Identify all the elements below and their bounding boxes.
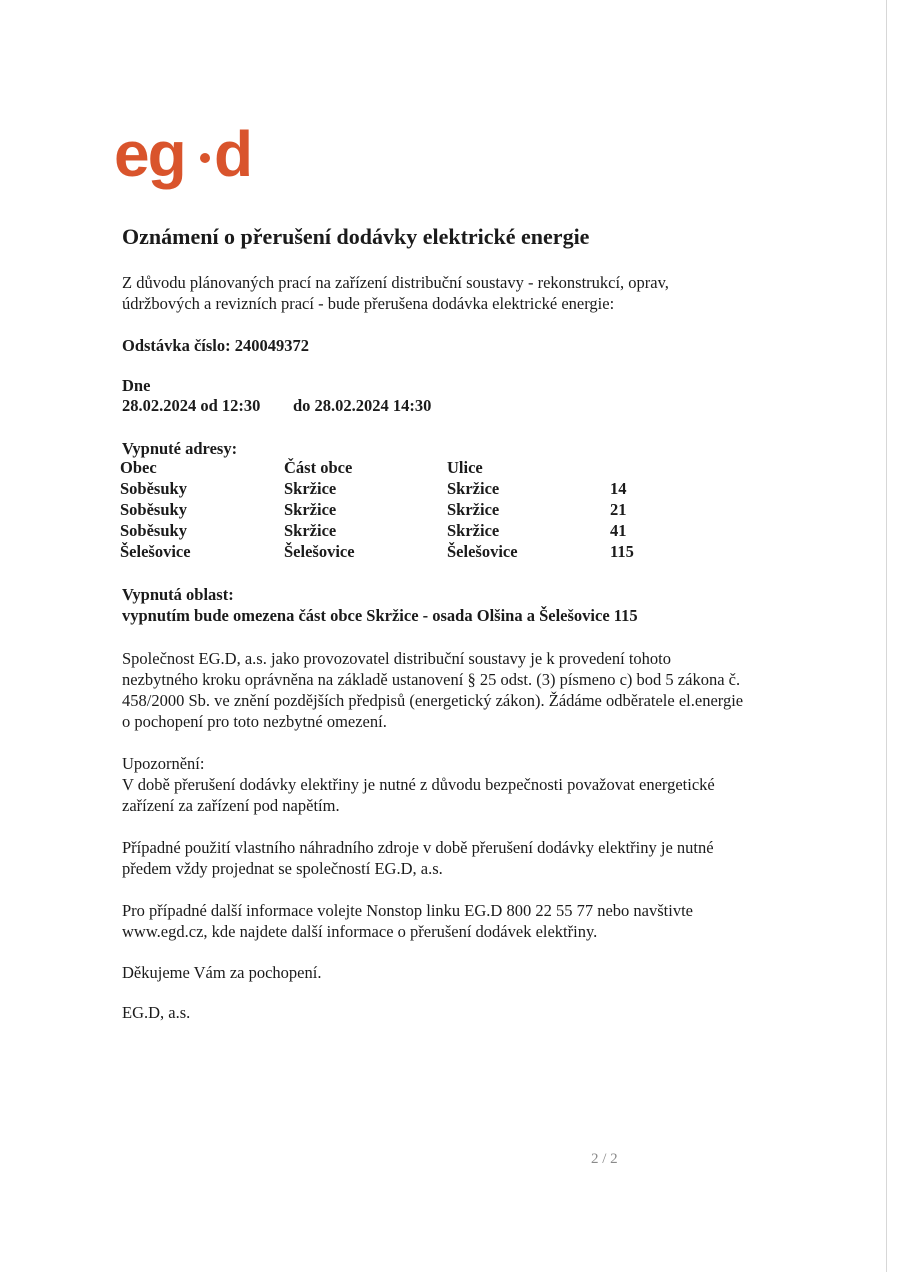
outage-number: Odstávka číslo: 240049372 [122,336,310,355]
warning-line-2: zařízení za zařízení pod napětím. [122,796,340,815]
cell-ulice: Skržice [447,521,500,540]
date-label: Dne [122,376,151,395]
warning-line-1: V době přerušení dodávky elektřiny je nutné z důvodu bezpečnosti považovat energetické [122,775,715,794]
cell-cast-obce: Skržice [284,479,337,498]
cell-obec: Soběsuky [120,479,187,498]
cell-cast-obce: Šelešovice [284,542,355,561]
legal-line-2: nezbytného kroku oprávněna na základě ustanovení § 25 odst. (3) písmeno c) bod 5 zákona č. [122,670,741,689]
cell-cast-obce: Skržice [284,500,337,519]
legal-line-4: o pochopení pro toto nezbytné omezení. [122,712,387,731]
svg-text:d: d [214,118,254,190]
date-from: 28.02.2024 od 12:30 [122,396,261,415]
page-edge-divider [886,0,887,1272]
cell-ulice: Skržice [447,479,500,498]
cell-obec: Soběsuky [120,500,187,519]
addresses-table [120,458,670,563]
info-line-2: www.egd.cz, kde najdete další informace o přerušení dodávek elektřiny. [122,922,598,941]
table-row [120,500,670,521]
date-to: do 28.02.2024 14:30 [293,396,432,415]
area-text: vypnutím bude omezena část obce Skržice - osada Olšina a Šelešovice 115 [122,606,638,625]
info-line-1: Pro případné další informace volejte Nonstop linku EG.D 800 22 55 77 nebo navštivte [122,901,693,920]
addresses-header-row [120,458,670,479]
cell-cislo: 14 [610,479,627,498]
legal-line-1: Společnost EG.D, a.s. jako provozovatel distribuční soustavy je k provedení tohoto [122,649,671,668]
backup-line-1: Případné použití vlastního náhradního zdroje v době přerušení dodávky elektřiny je nutné [122,838,714,857]
header-ulice: Ulice [447,458,483,477]
warning-label: Upozornění: [122,754,205,773]
cell-ulice: Skržice [447,500,500,519]
header-obec: Obec [120,458,157,477]
table-row [120,521,670,542]
intro-line-1: Z důvodu plánovaných prací na zařízení distribuční soustavy - rekonstrukcí, oprav, [122,273,669,292]
backup-line-2: předem vždy projednat se společností EG.D, a.s. [122,859,443,878]
table-row [120,479,670,500]
addresses-label: Vypnuté adresy: [122,439,238,458]
page-number: 2 / 2 [591,1151,618,1167]
header-cast-obce: Část obce [284,458,353,477]
page-title: Oznámení o přerušení dodávky elektrické energie [122,224,590,249]
cell-cislo: 21 [610,500,627,519]
signature: EG.D, a.s. [122,1003,191,1022]
cell-obec: Šelešovice [120,542,191,561]
area-label: Vypnutá oblast: [122,585,234,604]
cell-cast-obce: Skržice [284,521,337,540]
cell-ulice: Šelešovice [447,542,518,561]
cell-obec: Soběsuky [120,521,187,540]
cell-cislo: 41 [610,521,627,540]
egd-logo [114,118,274,194]
table-row [120,542,670,563]
svg-text:eg: eg [114,118,185,190]
header-cislo [610,458,670,479]
legal-line-3: 458/2000 Sb. ve znění pozdějších předpisů (energetický zákon). Žádáme odběratele el.energie [122,691,744,710]
intro-line-2: údržbových a revizních prací - bude přerušena dodávka elektrické energie: [122,294,615,313]
thanks-text: Děkujeme Vám za pochopení. [122,963,322,982]
cell-cislo: 115 [610,542,634,561]
